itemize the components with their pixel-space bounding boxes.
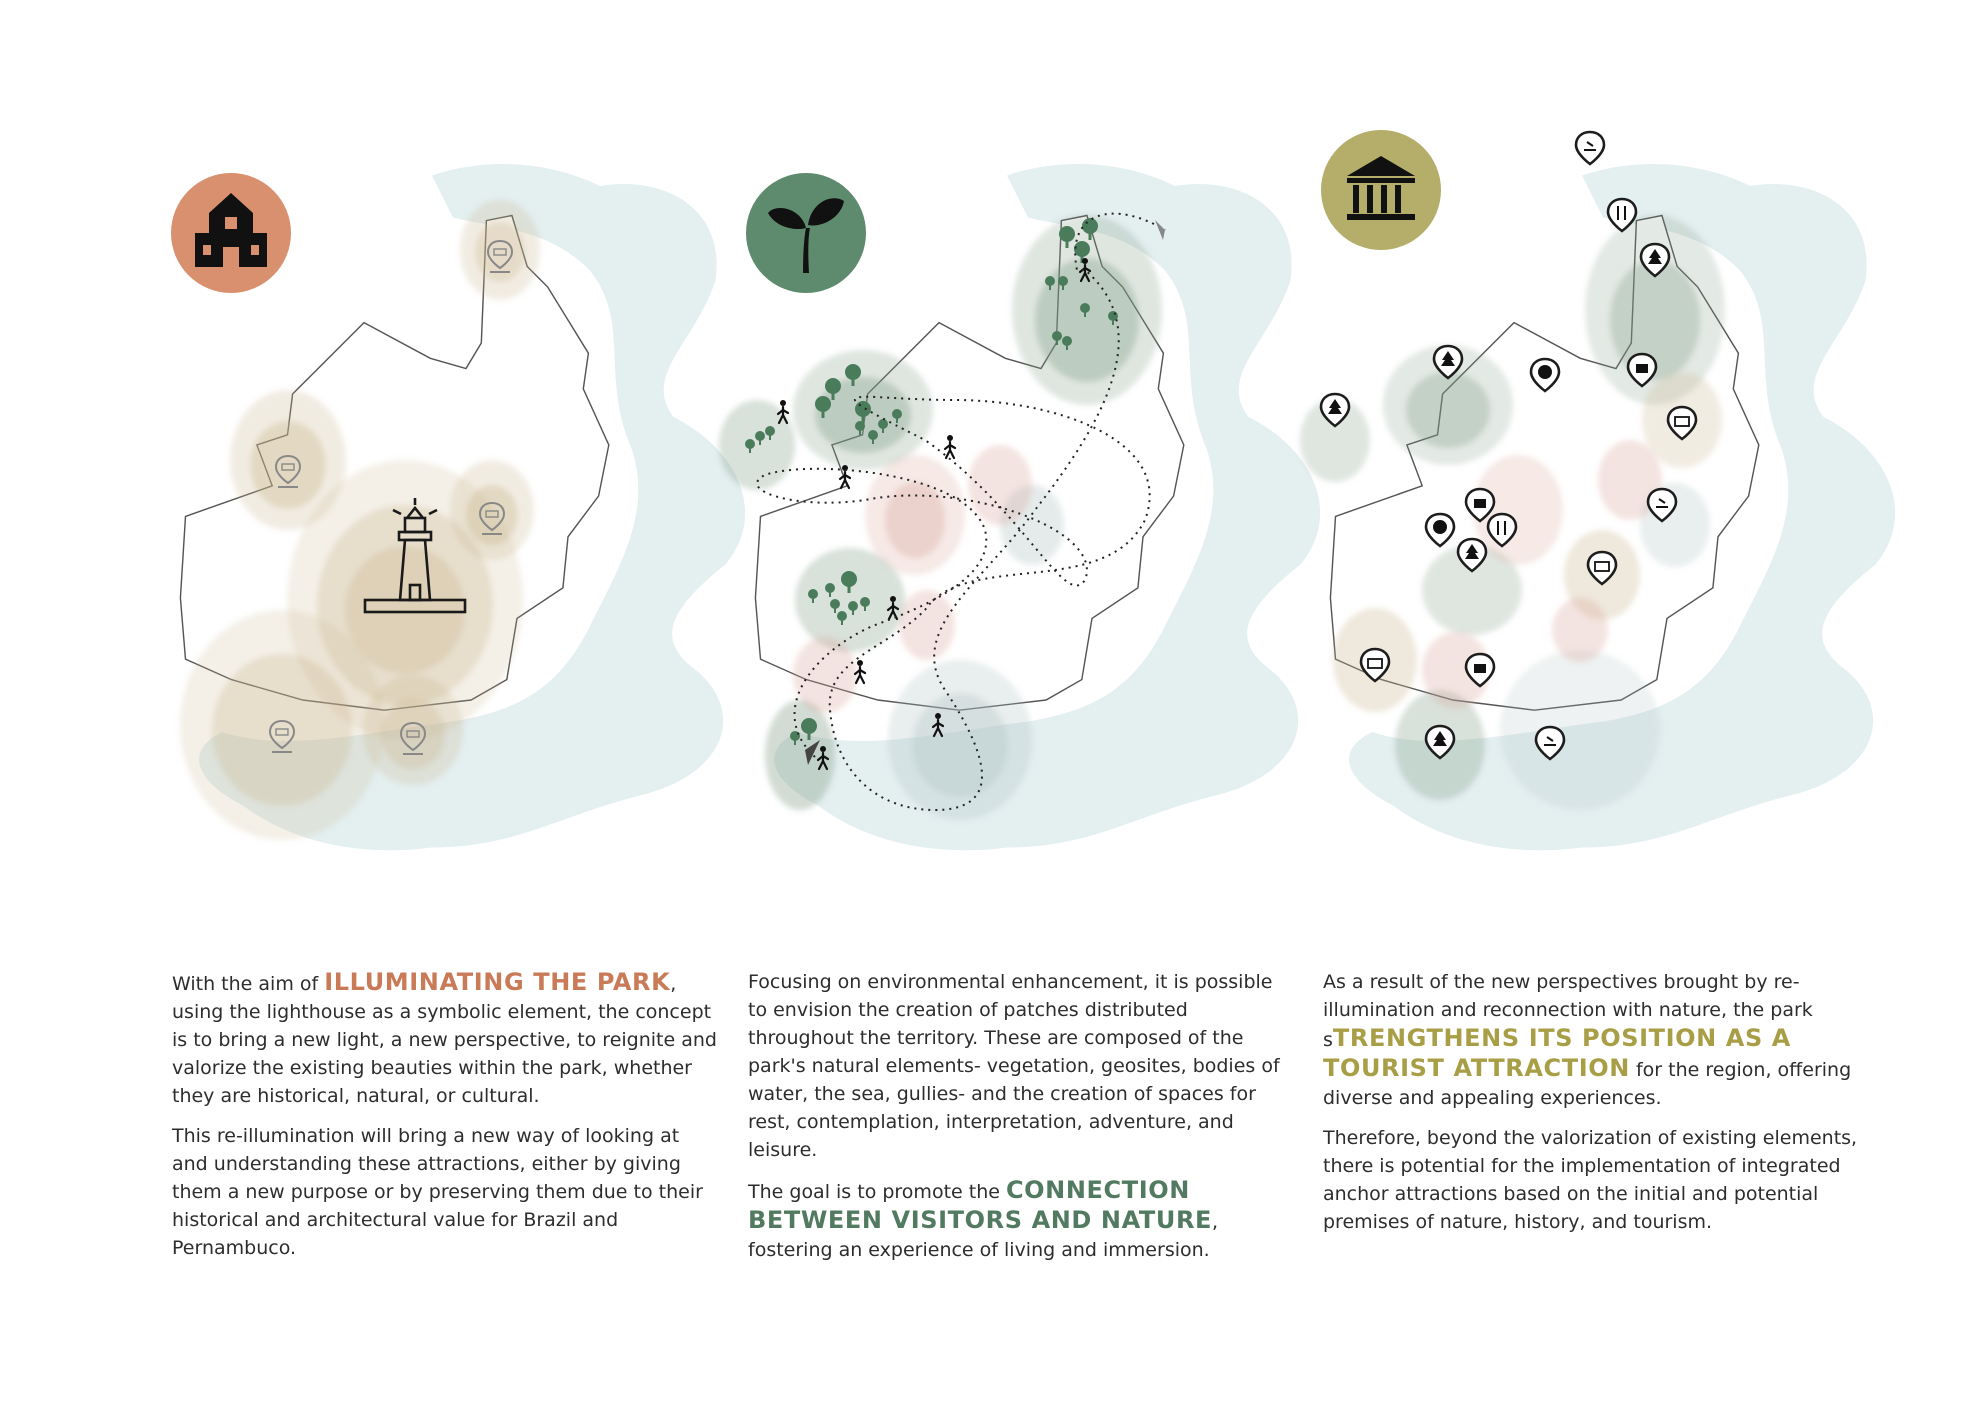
tourism-description xyxy=(1323,968,1863,1248)
nature-description xyxy=(748,968,1293,1276)
paragraph: With the aim of ILLUMINATING THE PARK, using the lighthouse as a symbolic element, the concept is to bring a new light, a new perspective, to reignite and valorize the existing beauties within the park, whether they are historical, natural, or cultural. xyxy=(172,968,717,1107)
beach-pin-icon xyxy=(1576,132,1604,164)
paragraph: Focusing on environmental enhancement, it is possible to envision the creation of patches distributed throughout the territory. These are composed of the park's natural elements- vegetation, geosites, bodies of water, the sea, gullies- and the creation of spaces for rest, contemplation, interpretation, adventure, and leisure. xyxy=(748,971,1280,1161)
paragraph: The goal is to promote the CONNECTION BETWEEN VISITORS AND NATURE, fostering an experience of living and immersion. xyxy=(748,1176,1219,1261)
paragraph: This re-illumination will bring a new way of looking at and understanding these attractions, either by giving them a new purpose or by preserving them due to their historical and architectural value for Brazil and Pernambuco. xyxy=(172,1125,703,1259)
paragraph: As a result of the new perspectives brought by re-illumination and reconnection with nature, the park sTRENGTHENS ITS POSITION AS A TOURIST ATTRACTION for the region, offering diverse and appealing experiences. xyxy=(1323,971,1852,1109)
heritage-map-panel xyxy=(130,130,730,910)
nature-map-panel xyxy=(705,130,1305,910)
tourism-map-panel xyxy=(1280,130,1880,910)
paragraph: Therefore, beyond the valorization of existing elements, there is potential for the implementation of integrated anchor attractions based on the initial and potential premises of nature, history, and tourism. xyxy=(1323,1127,1858,1233)
highlight-tourist-attraction: TRENGTHENS ITS POSITION AS A TOURIST ATTRACTION xyxy=(1323,1024,1791,1082)
highlight-connection-nature: CONNECTION BETWEEN VISITORS AND NATURE xyxy=(748,1176,1213,1234)
highlight-illuminating-park: ILLUMINATING THE PARK xyxy=(324,968,671,996)
illumination-description xyxy=(172,968,720,1274)
